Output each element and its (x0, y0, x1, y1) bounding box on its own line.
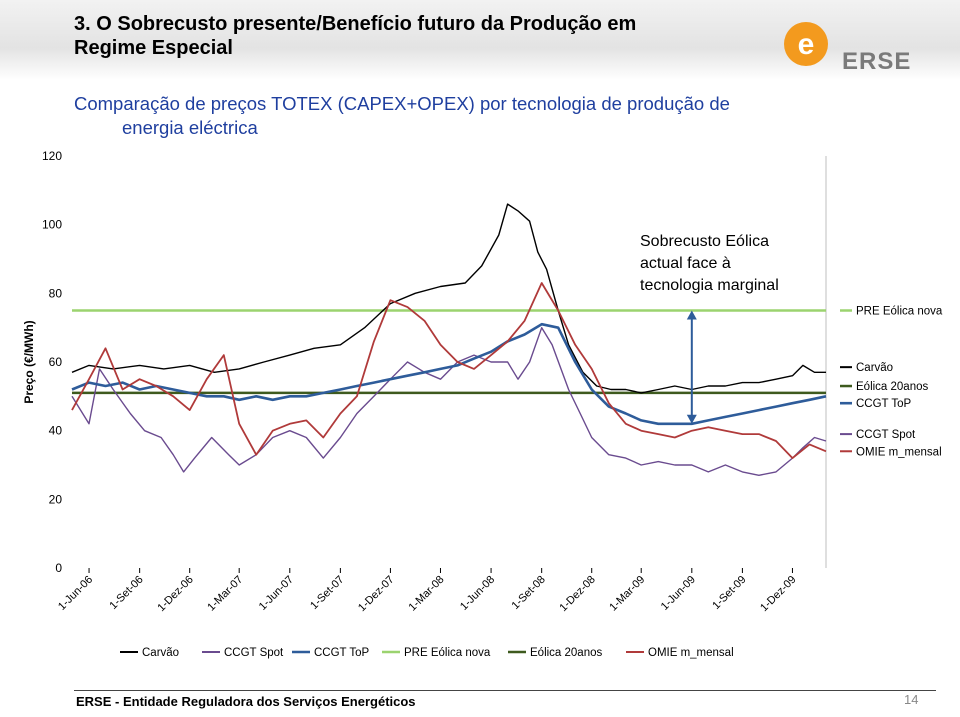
x-tick-label: 1-Dez-06 (155, 573, 196, 615)
series-line-ccgtspot (72, 328, 826, 476)
bottom-legend-label: Carvão (142, 647, 180, 659)
y-tick-label: 20 (48, 492, 62, 507)
right-legend-label: Carvão (856, 362, 894, 375)
subtitle-line-2: energia eléctrica (122, 117, 258, 138)
x-tick-label: 1-Set-09 (710, 573, 749, 612)
page-number: 14 (904, 692, 919, 707)
y-tick-label: 120 (41, 149, 62, 163)
x-tick-label: 1-Jun-06 (55, 573, 96, 613)
annotation-arrow-head-top (687, 311, 697, 320)
annotation (640, 233, 779, 424)
y-tick-label: 60 (48, 355, 62, 369)
annotation-line: actual face à (640, 255, 731, 272)
right-legend-label: CCGT ToP (856, 398, 912, 411)
price-chart (0, 140, 960, 668)
right-legend-label: OMIE m_mensal (856, 446, 942, 459)
footer-organization: ERSE - Entidade Reguladora dos Serviços Energéticos (76, 694, 416, 709)
bottom-legend (120, 647, 734, 659)
x-tick-label: 1-Jun-09 (658, 573, 698, 613)
x-axis (56, 568, 799, 614)
footer-divider (74, 690, 936, 691)
right-legend (840, 306, 943, 459)
right-legend-label: PRE Eólica nova (856, 305, 943, 318)
x-tick-label: 1-Set-06 (107, 573, 146, 612)
bottom-legend-label: OMIE m_mensal (648, 647, 734, 659)
bottom-legend-label: CCGT Spot (224, 647, 284, 659)
x-tick-label: 1-Mar-09 (607, 573, 648, 614)
bottom-legend-label: CCGT ToP (314, 647, 370, 659)
right-legend-label: CCGT Spot (856, 429, 916, 442)
x-tick-label: 1-Dez-09 (758, 573, 799, 615)
series-line-ccgttop (72, 324, 826, 424)
bottom-legend-label: PRE Eólica nova (404, 647, 491, 659)
x-tick-label: 1-Dez-08 (557, 573, 598, 615)
slide-title: 3. O Sobrecusto presente/Benefício futuro da Produção em Regime Especial (74, 13, 637, 59)
x-tick-label: 1-Jun-07 (256, 573, 296, 613)
x-tick-label: 1-Set-08 (509, 573, 548, 612)
x-tick-label: 1-Set-07 (308, 573, 347, 612)
y-tick-label: 100 (41, 217, 62, 232)
logo-text: ERSE (842, 48, 912, 75)
subtitle-line-1: Comparação de preços TOTEX (CAPEX+OPEX) por tecnologia de produção de (74, 93, 730, 114)
annotation-line: Sobrecusto Eólica (640, 233, 769, 250)
y-tick-label: 0 (55, 561, 62, 575)
y-tick-label: 40 (48, 423, 62, 438)
right-legend-label: Eólica 20anos (856, 381, 929, 394)
y-axis-title: Preço (€/MWh) (22, 320, 36, 404)
x-tick-label: 1-Mar-07 (205, 573, 246, 614)
chart-subtitle (74, 92, 934, 140)
bottom-legend-label: Eólica 20anos (530, 647, 603, 659)
annotation-line: tecnologia marginal (640, 277, 779, 294)
y-axis (22, 149, 826, 575)
x-tick-label: 1-Dez-07 (356, 573, 397, 615)
x-tick-label: 1-Mar-08 (406, 573, 447, 614)
logo-letter: e (797, 28, 815, 61)
x-tick-label: 1-Jun-08 (458, 573, 498, 613)
y-tick-label: 80 (48, 286, 62, 301)
